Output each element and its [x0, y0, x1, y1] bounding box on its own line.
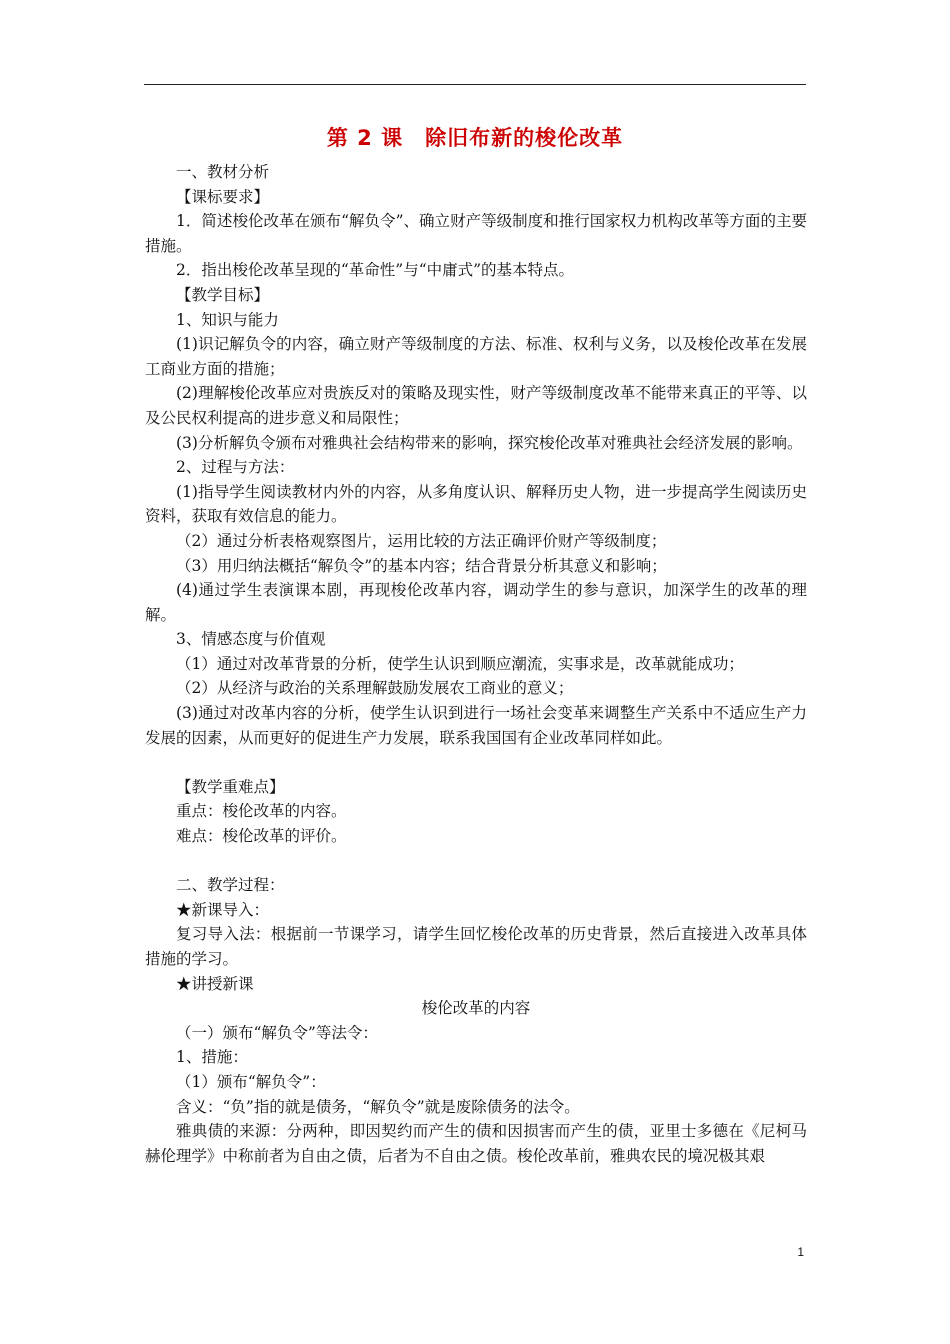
paragraph: ★新课导入：: [176, 900, 270, 919]
paragraph: 1、措施：: [176, 1048, 248, 1067]
paragraph: 1．简述梭伦改革在颁布“解负令”、确立财产等级制度和推行国家权力机构改革等方面的主要措施。: [145, 212, 807, 255]
paragraph: 雅典债的来源：分两种，即因契约而产生的债和因损害而产生的债，亚里士多德在《尼柯马赫伦理学》中称前者为自由之债，后者为不自由之债。梭伦改革前，雅典农民的境况极其艰: [145, 1122, 807, 1165]
paragraph: 2．指出梭伦改革呈现的“革命性”与“中庸式”的基本特点。: [176, 261, 575, 280]
paragraph: (4)通过学生表演课本剧，再现梭伦改革内容，调动学生的参与意识，加深学生的改革的理解。: [145, 581, 807, 624]
paragraph: 重点：梭伦改革的内容。: [176, 802, 347, 821]
page-number: 1: [797, 1245, 804, 1259]
paragraph: 【教学目标】: [176, 285, 270, 304]
section-heading: 梭伦改革的内容: [421, 999, 531, 1018]
paragraph: 3、情感态度与价值观: [176, 630, 326, 649]
paragraph: 含义：“负”指的就是债务，“解负令”就是废除债务的法令。: [176, 1097, 580, 1116]
document-body: [145, 160, 807, 1168]
paragraph: (2)理解梭伦改革应对贵族反对的策略及现实性，财产等级制度改革不能带来真正的平等、以及公民权利提高的进步意义和局限性；: [145, 384, 807, 427]
paragraph: (3)通过对改革内容的分析，使学生认识到进行一场社会变革来调整生产关系中不适应生产力发展的因素，从而更好的促进生产力发展，联系我国国有企业改革同样如此。: [145, 704, 807, 747]
paragraph: 一、教材分析: [176, 163, 270, 181]
paragraph: （一）颁布“解负令”等法令：: [176, 1023, 378, 1042]
paragraph: 二、教学过程：: [176, 876, 285, 895]
blank-line: [145, 750, 807, 775]
paragraph: （3）用归纳法概括“解负令”的基本内容；结合背景分析其意义和影响；: [176, 556, 667, 575]
blank-line: [145, 849, 807, 874]
paragraph: （2）通过分析表格观察图片，运用比较的方法正确评价财产等级制度；: [176, 531, 667, 550]
paragraph: (1)指导学生阅读教材内外的内容，从多角度认识、解释历史人物，进一步提高学生阅读历史资料，获取有效信息的能力。: [145, 482, 807, 526]
paragraph: 2、过程与方法：: [176, 458, 295, 477]
paragraph: (1)识记解负令的内容，确立财产等级制度的方法、标准、权利与义务，以及梭伦改革在发展工商业方面的措施；: [145, 335, 807, 378]
paragraph: 复习导入法：根据前一节课学习，请学生回忆梭伦改革的历史背景，然后直接进入改革具体措施的学习。: [145, 925, 807, 968]
paragraph: 【教学重难点】: [176, 777, 285, 796]
paragraph: （1）颁布“解负令”：: [176, 1072, 326, 1091]
paragraph: ★讲授新课: [176, 974, 254, 993]
page-title: 第 2 课 除旧布新的梭伦改革: [326, 126, 624, 150]
paragraph: （2）从经济与政治的关系理解鼓励发展农工商业的意义；: [176, 679, 574, 698]
paragraph: （1）通过对改革背景的分析，使学生认识到顺应潮流，实事求是，改革就能成功；: [176, 654, 744, 673]
paragraph: 【课标要求】: [176, 187, 270, 206]
paragraph: 难点：梭伦改革的评价。: [176, 827, 347, 846]
paragraph: 1、知识与能力: [176, 310, 279, 329]
header-rule: [144, 84, 806, 85]
paragraph: (3)分析解负令颁布对雅典社会结构带来的影响，探究梭伦改革对雅典社会经济发展的影响。: [176, 433, 803, 452]
